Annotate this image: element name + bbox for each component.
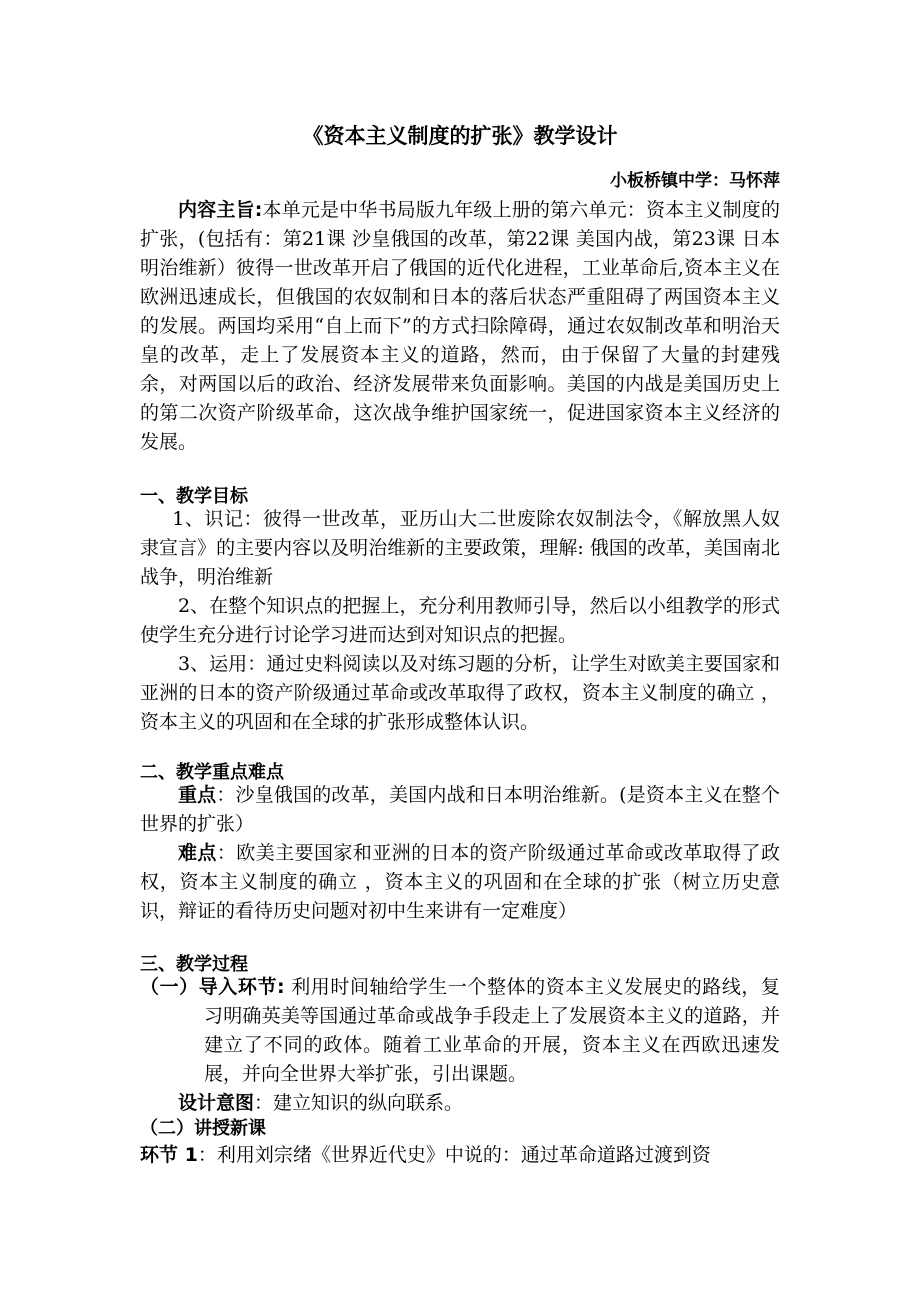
section1-heading: 一、教学目标 bbox=[140, 486, 248, 507]
step1-paragraph bbox=[140, 1141, 780, 1170]
objective-item-1: 1、识记：彼得一世改革，亚历山大二世废除农奴制法令，《解放黑人奴隶宣言》的主要内容以及明治维新的主要政策，理解: 俄国的改革，美国南北战争，明治维新 bbox=[140, 508, 780, 588]
difficulties-text: ：欧美主要国家和亚洲的日本的资产阶级通过革命或改革取得了政权，资本主义制度的确立 ，资本主义的巩固和在全球的扩张（树立历史意识，辩证的看待历史问题对初中生来讲有一定难度） bbox=[140, 842, 780, 922]
intro-paragraph bbox=[140, 196, 780, 457]
step1-label: 环节 1 bbox=[140, 1144, 198, 1166]
new-lesson-heading: （二）讲授新课 bbox=[140, 1118, 266, 1139]
difficulties-paragraph bbox=[140, 839, 780, 926]
objective-item-2: 2、在整个知识点的把握上，充分利用教师引导，然后以小组教学的形式使学生充分进行讨论学习进而达到对知识点的把握。 bbox=[140, 595, 780, 646]
intro-step-label: （一）导入环节: bbox=[140, 976, 285, 998]
key-points-paragraph bbox=[140, 781, 780, 839]
intro-text: 本单元是中华书局版九年级上册的第六单元：资本主义制度的扩张，(包括有：第21课 沙皇俄国的改革，第22课 美国内战，第23课 日本明治维新）彼得一世改革开启了俄国的近代化进程，工业革命后,资本主义在欧洲迅速成长，但俄国的农奴制和日本的落后状态严重阻碍了两国资本主义的发展。两国均采用“自上而下”的方式扫除障碍，通过农奴制改革和明治天皇的改革，走上了发展资本主义的道路，然而，由于保留了大量的封建残余，对两国以后的政治、经济发展带来负面影响。美国的内战是美国历史上的第二次资产阶级革命，这次战争维护国家统一，促进国家资本主义经济的发展。 bbox=[140, 199, 780, 453]
intro-label: 内容主旨: bbox=[178, 199, 263, 221]
section3-heading: 三、教学过程 bbox=[140, 954, 248, 975]
key-points-text: ：沙皇俄国的改革，美国内战和日本明治维新。(是资本主义在整个世界的扩张） bbox=[140, 784, 780, 835]
difficulties-label: 难点 bbox=[178, 842, 217, 864]
author-line: 小板桥镇中学：马怀萍 bbox=[610, 171, 780, 191]
section2-heading: 二、教学重点难点 bbox=[140, 762, 284, 783]
document-title: 《资本主义制度的扩张》教学设计 bbox=[302, 124, 618, 148]
intro-step-text: 利用时间轴给学生一个整体的资本主义发展史的路线，复习明确英美等国通过革命或战争手段走上了发展资本主义的道路，并建立了不同的政体。随着工业革命的开展，资本主义在西欧迅速发展，并向全世界大举扩张，引出课题。 bbox=[204, 976, 780, 1085]
design-intent-label: 设计意图 bbox=[178, 1092, 255, 1114]
key-points-label: 重点 bbox=[178, 784, 217, 806]
design-intent-text: ：建立知识的纵向联系。 bbox=[254, 1092, 464, 1114]
intro-step-paragraph bbox=[140, 973, 780, 1089]
step1-text: ：利用刘宗绪《世界近代史》中说的：通过革命道路过渡到资 bbox=[197, 1144, 711, 1166]
objective-item-3: 3、运用：通过史料阅读以及对练习题的分析，让学生对欧美主要国家和亚洲的日本的资产阶级通过革命或改革取得了政权，资本主义制度的确立 ，资本主义的巩固和在全球的扩张形成整体认识。 bbox=[140, 653, 780, 733]
